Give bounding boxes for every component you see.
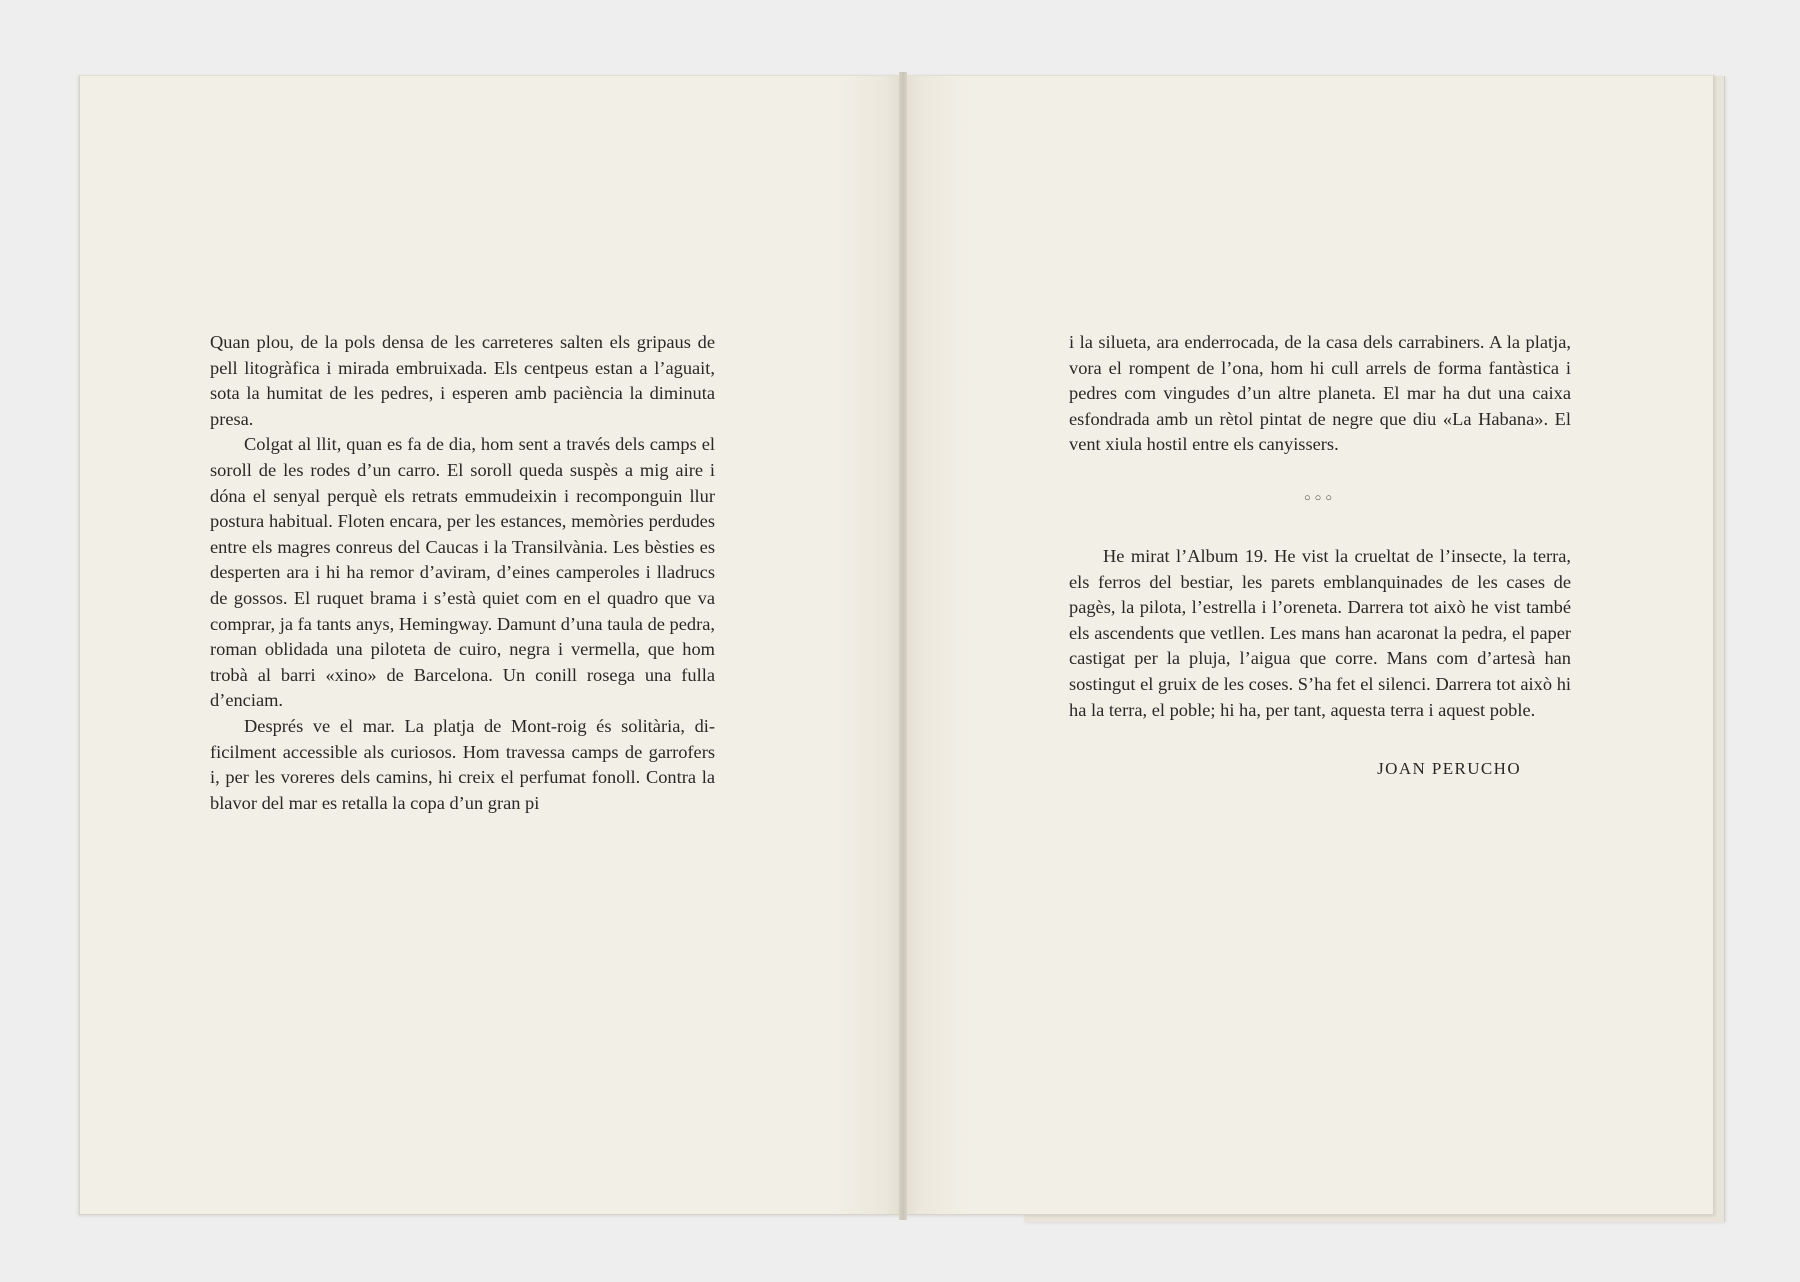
author-signature: JOAN PERUCHO [1377, 759, 1521, 778]
section-break-ornament: ○○○ [1304, 492, 1336, 504]
paragraph: Després ve el mar. La platja de Mont-roig és solitària, dificilment accessible als curiosos. Hom travessa camps de garrofers i, per les voreres dels camins, hi creix el perfumat fonoll. Contra la blavor del mar es retalla la copa d’un gran pi [210, 715, 715, 813]
paragraph: Quan plou, de la pols densa de les carreteres salten els gripaus de pell litogràfica i mirada embruixada. Els centpeus estan a l’aguait, sota la humitat de les pedres, i esperen amb paciència la diminuta presa. [210, 332, 715, 429]
paragraph: i la silueta, ara enderrocada, de la casa dels carrabiners. A la platja, vora el rompent de l’ona, hom hi cull arrels de forma fantàstica i pedres com vingudes d’un altre planeta. El mar ha dut una caixa esfondrada amb un rètol pintat de negre que diu «La Habana». El vent xiula hostil entre els canyissers. [1069, 332, 1571, 455]
left-page-text [210, 330, 715, 816]
right-page-continuation [1069, 330, 1571, 458]
book-gutter [899, 72, 907, 1220]
paragraph: He mirat l’Album 19. He vist la crueltat de l’insecte, la terra, els ferros del bestiar, les parets emblanquinades de les cases de pagès, la pilota, l’estrella i l’oreneta. Darrera tot això he vist també els ascendents que vetllen. Les mans han acaronat la pedra, el paper castigat per la pluja, l’aigua que corre. Mans com d’artesà han sostingut el gruix de les coses. S’ha fet el silenci. Darrera tot això hi ha la terra, el poble; hi ha, per tant, aquesta terra i aquest poble. [1069, 546, 1571, 720]
paragraph: Colgat al llit, quan es fa de dia, hom sent a través dels camps el soroll de les rodes d’un carro. El soroll queda suspès a mig aire i dóna el senyal perquè els retrats emmudeixin i recomponguin llur postura habitual. Floten encara, per les estances, memòries perdudes entre els magres conreus del Caucas i la Transilvània. Les bèsties es desperten ara i hi ha remor d’aviram, d’eines camperoles i lladrucs de gossos. El ruquet brama i s’està quiet com en el quadro que va comprar, ja fa tants anys, Hemingway. Damunt d’una taula de pedra, roman oblidada una piloteta de cuiro, negra i vermella, que hom trobà al barri «xino» de Barcelona. Un conill rosega una fulla d’enciam. [210, 434, 715, 711]
right-page-closing [1069, 544, 1571, 723]
